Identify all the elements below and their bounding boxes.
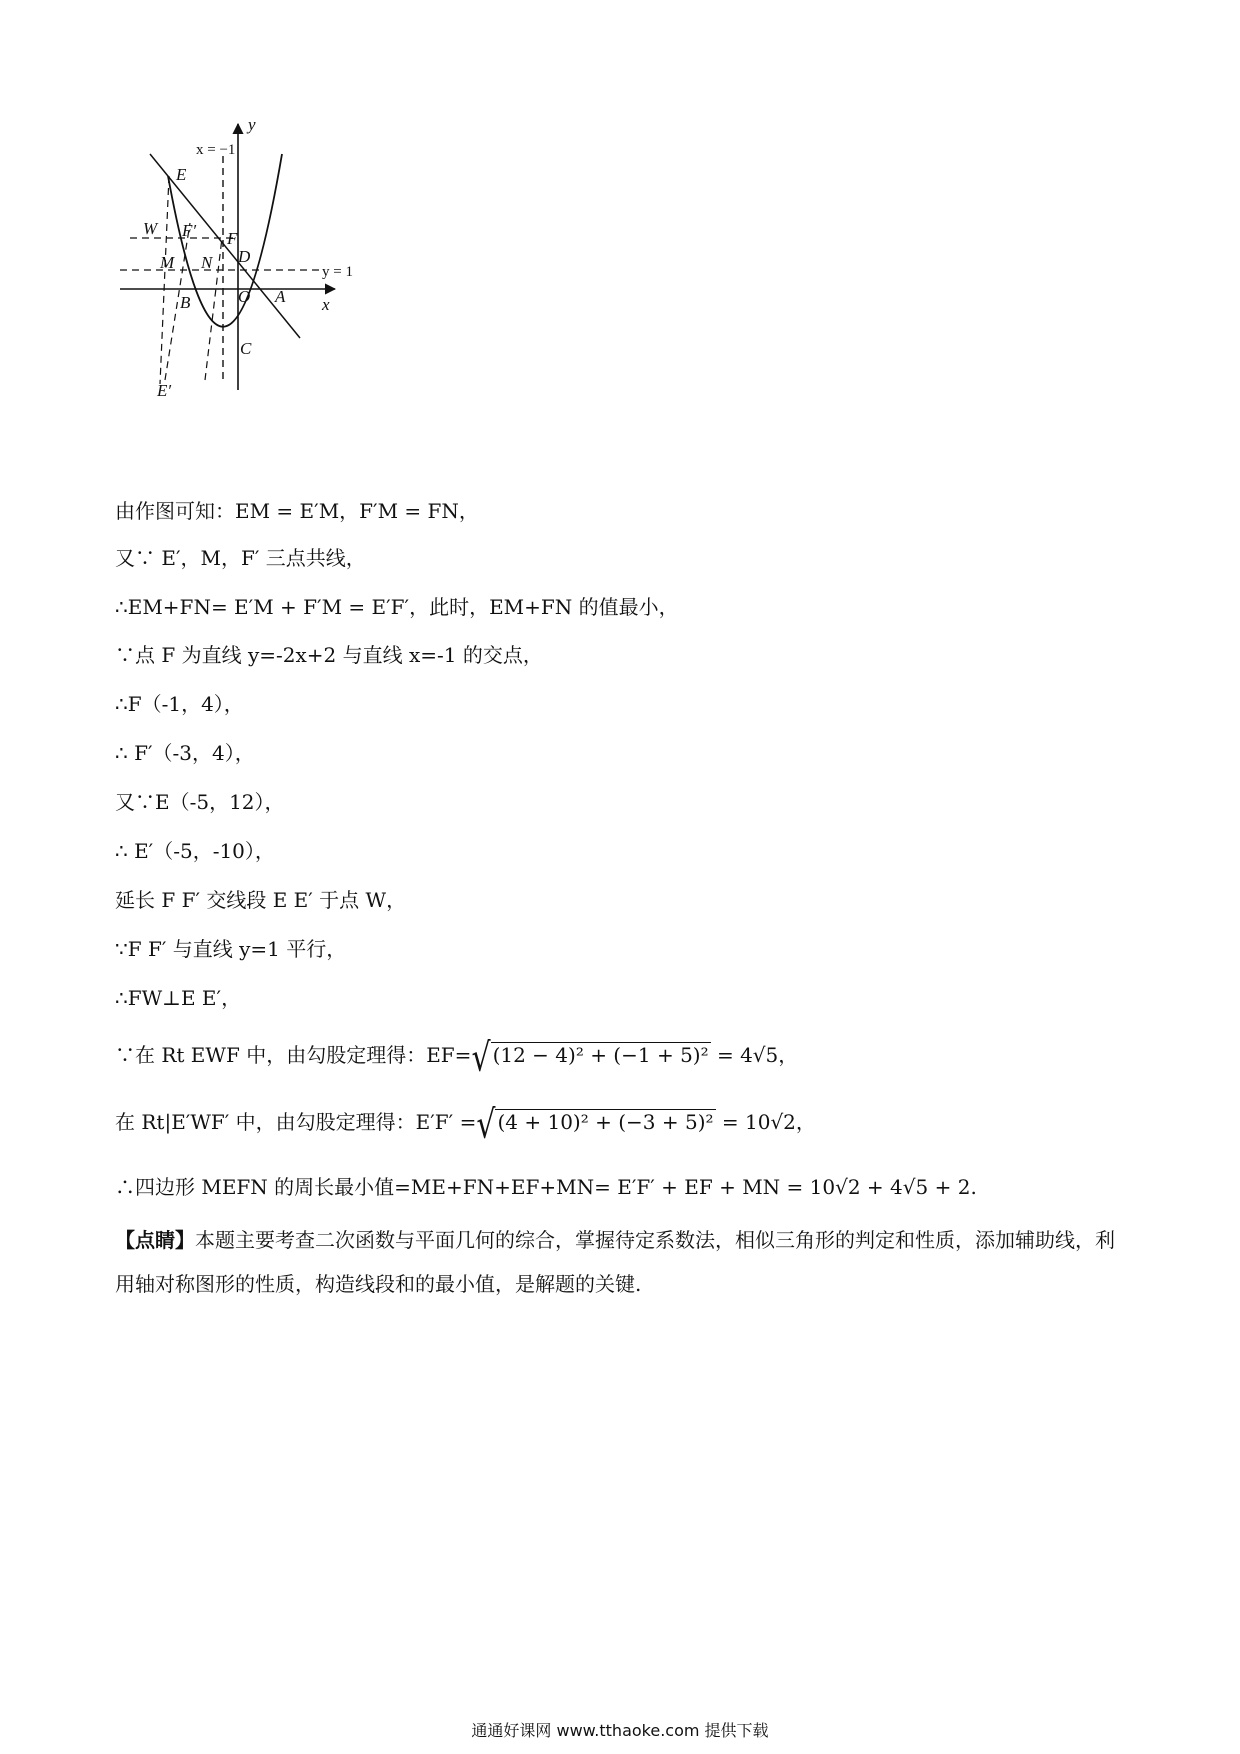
formula-efp-prefix: 在 Rt|E′WF′ 中，由勾股定理得：E′F′ =: [115, 1110, 477, 1134]
label-c: C: [240, 339, 252, 358]
formula-perimeter: ∴四边形 MEFN 的周长最小值=ME+FN+EF+MN= E′F′ + EF + MN = 10√2 + 4√5 + 2.: [115, 1175, 977, 1199]
label-e-prime: E′: [157, 381, 172, 400]
note-text: 本题主要考查二次函数与平面几何的综合，掌握待定系数法，相似三角形的判定和性质，添加辅助线，利用轴对称图形的性质，构造线段和的最小值，是解题的关键.: [115, 1228, 1115, 1296]
label-a: A: [275, 287, 286, 306]
label-b: B: [180, 293, 191, 312]
radical-icon: √: [476, 1102, 496, 1149]
label-w: W: [143, 219, 158, 238]
parabola-diagram: [110, 118, 420, 448]
note-paragraph: [115, 1218, 1125, 1306]
text-line-2: 又∵ E′，M，F′ 三点共线，: [115, 546, 366, 570]
label-n: N: [201, 253, 213, 272]
text-line-3: ∴EM+FN= E′M + F′M = E′F′，此时，EM+FN 的值最小，: [115, 595, 679, 619]
text-line-4: ∵点 F 为直线 y=-2x+2 与直线 x=-1 的交点，: [115, 643, 543, 667]
note-tag: 【点睛】: [115, 1228, 195, 1252]
formula-ef-result: = 4√5，: [716, 1043, 799, 1067]
text-line-8: ∴ E′（-5，-10），: [115, 839, 275, 863]
label-f-prime: F′: [182, 221, 197, 240]
label-d: D: [238, 247, 251, 266]
formula-efp: [115, 1102, 816, 1149]
label-e: E: [176, 165, 187, 184]
label-m: M: [160, 253, 175, 272]
label-x-eq: x = −1: [196, 142, 236, 158]
label-o: O: [238, 287, 251, 306]
text-line-9: 延长 F F′ 交线段 E E′ 于点 W，: [115, 888, 407, 912]
label-f: F: [227, 229, 238, 248]
text-line-1: 由作图可知：EM = E′M，F′M = FN，: [115, 499, 479, 523]
text-line-5: ∴F（-1，4），: [115, 692, 244, 716]
label-y-axis: y: [248, 118, 256, 134]
radical-icon: √: [471, 1035, 491, 1082]
label-y-eq: y = 1: [322, 264, 353, 280]
geometry-figure: [110, 118, 420, 448]
formula-efp-radicand: (4 + 10)² + (−3 + 5)²: [497, 1110, 714, 1134]
text-line-11: ∴FW⊥E E′，: [115, 986, 242, 1010]
text-line-10: ∵F F′ 与直线 y=1 平行，: [115, 937, 347, 961]
formula-ef-radicand: (12 − 4)² + (−1 + 5)²: [492, 1043, 709, 1067]
formula-efp-result: = 10√2，: [721, 1110, 816, 1134]
formula-ef: [115, 1035, 799, 1082]
text-line-7: 又∵E（-5，12），: [115, 790, 285, 814]
text-line-6: ∴ F′（-3，4），: [115, 741, 255, 765]
line-ee-prime: [160, 176, 169, 384]
label-x-axis: x: [322, 295, 330, 314]
page-footer: 通通好课网 www.tthaoke.com 提供下载: [471, 1721, 769, 1740]
formula-ef-prefix: ∵在 Rt EWF 中，由勾股定理得：EF=: [115, 1043, 472, 1067]
